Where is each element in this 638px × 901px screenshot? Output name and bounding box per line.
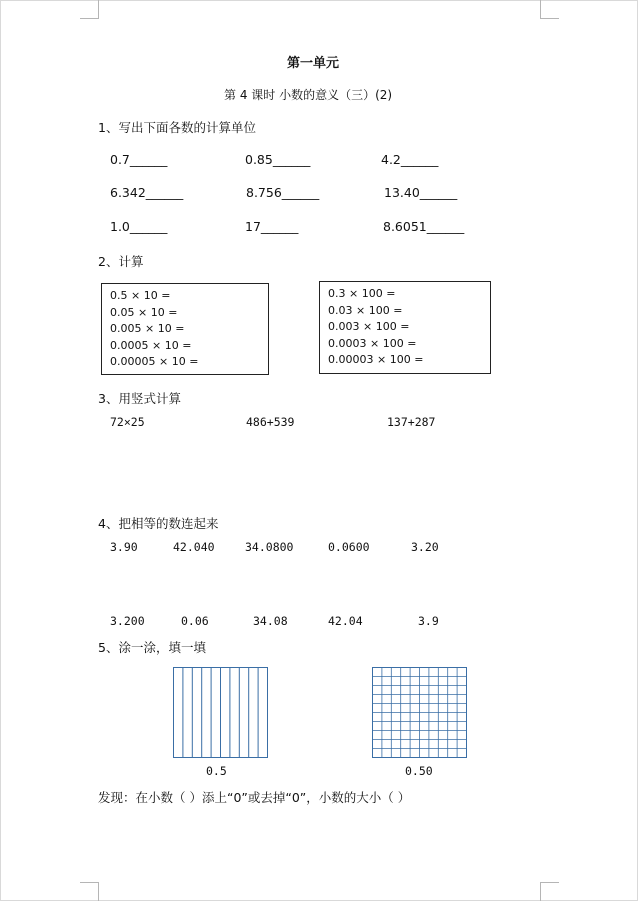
calc-line: 0.003 × 100 = <box>328 320 410 333</box>
calc-line: 0.05 × 10 = <box>110 305 178 319</box>
q4-bottom-number: 0.06 <box>181 614 209 628</box>
q1-item: 6.342______ <box>110 185 184 200</box>
corner-mark-bottom-right <box>540 882 559 901</box>
calc-line: 0.00005 × 10 = <box>110 355 199 368</box>
page-subtitle: 第 4 课时 小数的意义（三）(2) <box>224 88 393 102</box>
q1-item: 0.85______ <box>245 152 311 167</box>
q1-item: 1.0______ <box>110 219 168 234</box>
q4-bottom-number: 3.9 <box>418 614 439 628</box>
calc-box-left <box>101 283 269 375</box>
q3-item: 486+539 <box>246 415 295 429</box>
q4-heading: 4、把相等的数连起来 <box>98 516 219 531</box>
hundredths-grid-label: 0.50 <box>405 764 433 778</box>
q3-item: 72×25 <box>110 415 145 429</box>
q1-item: 8.756______ <box>246 185 320 200</box>
q4-top-number: 3.90 <box>110 540 138 554</box>
q1-item: 4.2______ <box>381 152 439 167</box>
q1-item: 13.40______ <box>384 185 458 200</box>
finding-sentence: 发现：在小数（ ）添上“0”或去掉“0”，小数的大小（ ） <box>98 790 411 805</box>
calc-line: 0.00003 × 100 = <box>328 353 424 366</box>
calc-line: 0.0005 × 10 = <box>110 338 192 352</box>
q4-top-number: 3.20 <box>411 540 439 554</box>
q4-bottom-number: 3.200 <box>110 614 145 628</box>
corner-mark-top-left <box>80 0 99 19</box>
corner-mark-bottom-left <box>80 882 99 901</box>
calc-line: 0.0003 × 100 = <box>328 336 417 350</box>
q4-bottom-number: 34.08 <box>253 614 288 628</box>
tenths-grid <box>173 667 269 759</box>
q1-item: 8.6051______ <box>383 219 465 234</box>
q4-top-number: 42.040 <box>173 540 215 554</box>
hundredths-grid-lines <box>373 668 467 758</box>
calc-line: 0.005 × 10 = <box>110 322 185 335</box>
tenths-grid-lines <box>183 668 258 758</box>
hundredths-grid <box>372 667 468 759</box>
calc-line: 0.03 × 100 = <box>328 303 403 317</box>
corner-mark-top-right <box>540 0 559 19</box>
page-title: 第一单元 <box>287 56 340 71</box>
calc-box-right <box>319 281 491 374</box>
q3-item: 137+287 <box>387 415 436 429</box>
q2-heading: 2、计算 <box>98 254 144 269</box>
q5-heading: 5、涂一涂，填一填 <box>98 640 206 655</box>
q1-item: 17______ <box>245 219 299 234</box>
q4-top-number: 0.0600 <box>328 540 370 554</box>
tenths-grid-label: 0.5 <box>206 764 227 778</box>
q3-heading: 3、用竖式计算 <box>98 391 181 406</box>
q4-top-number: 34.0800 <box>245 540 294 554</box>
q1-heading: 1、写出下面各数的计算单位 <box>98 120 256 135</box>
q1-item: 0.7______ <box>110 152 168 167</box>
calc-line: 0.3 × 100 = <box>328 287 396 300</box>
calc-line: 0.5 × 10 = <box>110 289 171 302</box>
q4-bottom-number: 42.04 <box>328 614 363 628</box>
